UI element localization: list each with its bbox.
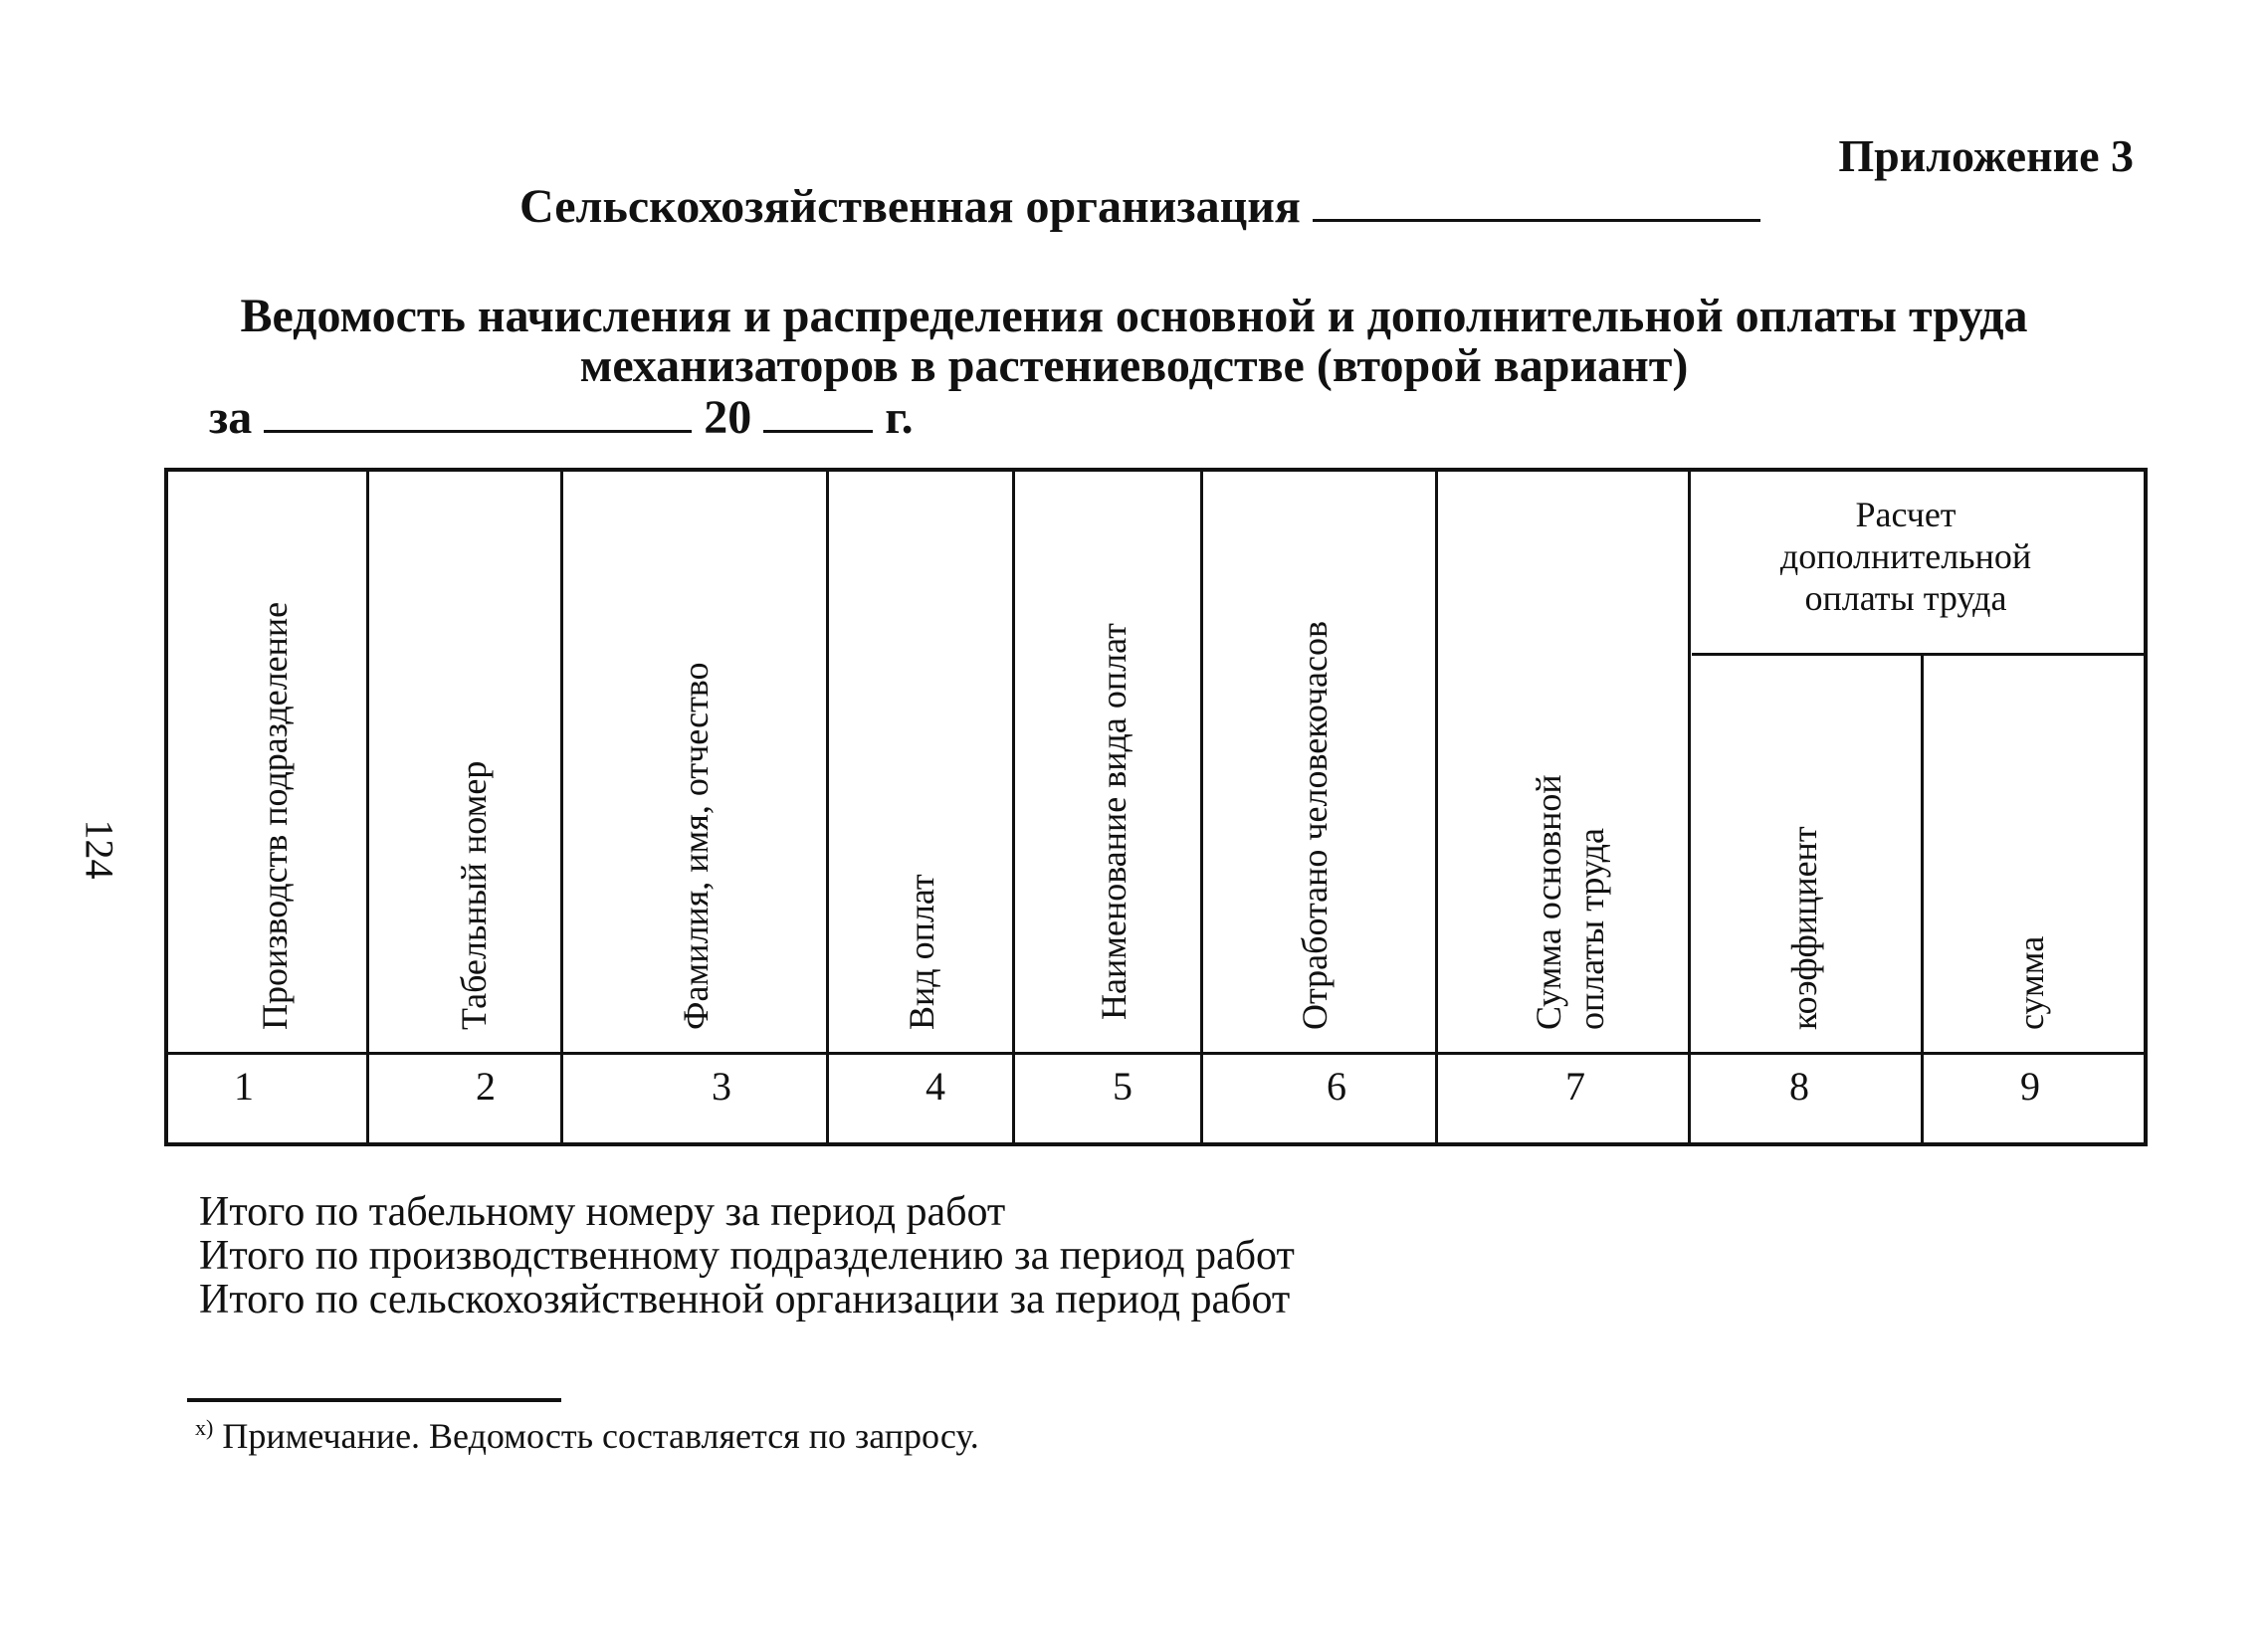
footnote-rule (187, 1398, 561, 1402)
header-full-name: Фамилия, имя, отчество (676, 662, 716, 1030)
column-number-9: 9 (2020, 1064, 2040, 1109)
column-number-8: 8 (1789, 1064, 1809, 1109)
organization-line (519, 179, 1760, 234)
table-top-border (164, 468, 2148, 472)
column-number-1: 1 (234, 1064, 254, 1109)
header-department: Производств подразделение (255, 601, 295, 1030)
column-number-4: 4 (926, 1064, 945, 1109)
col-border-2 (560, 468, 563, 1146)
col-border-6 (1435, 468, 1438, 1146)
page-number: 124 (77, 819, 122, 880)
period-suffix: г. (885, 391, 914, 444)
col-border-0 (164, 468, 168, 1146)
column-number-7: 7 (1565, 1064, 1585, 1109)
total-by-department: Итого по производственному подразделению за период работ (199, 1233, 1295, 1279)
period-line (209, 390, 914, 445)
col-border-5 (1200, 468, 1203, 1146)
table-bottom-border (164, 1142, 2148, 1146)
organization-label: Сельскохозяйственная организация (519, 180, 1301, 233)
appendix-label: Приложение 3 (1838, 130, 2134, 181)
period-year-blank (763, 396, 873, 433)
column-number-3: 3 (712, 1064, 731, 1109)
header-payment-type: Вид оплат (902, 874, 941, 1030)
total-by-organization: Итого по сельскохозяйственной организации за период работ (199, 1277, 1291, 1323)
group-header-line-3: оплаты труда (1804, 578, 2007, 618)
col-border-4 (1012, 468, 1015, 1146)
column-number-2: 2 (476, 1064, 496, 1109)
period-year-prefix: 20 (704, 391, 752, 444)
column-number-5: 5 (1113, 1064, 1133, 1109)
period-month-blank (264, 396, 692, 433)
group-divider (1692, 653, 2148, 656)
footnote-marker: х) (195, 1415, 214, 1440)
col-border-9 (2144, 468, 2148, 1146)
organization-blank (1313, 185, 1760, 222)
header-tab-number: Табельный номер (454, 760, 494, 1030)
col-border-1 (366, 468, 369, 1146)
header-bottom-border (164, 1052, 2148, 1055)
header-coefficient: коэффициент (1784, 826, 1824, 1030)
header-man-hours: Отработано человекочасов (1295, 620, 1335, 1030)
header-sum: сумма (2011, 935, 2051, 1030)
col-border-8 (1921, 653, 1924, 1146)
group-header-line-2: дополнительной (1779, 536, 2032, 576)
group-header-line-1: Расчет (1855, 495, 1957, 534)
title-line-1: Ведомость начисления и распределения основной и дополнительной оплаты труда (240, 290, 2028, 342)
col-border-3 (826, 468, 829, 1146)
column-number-6: 6 (1327, 1064, 1346, 1109)
title-line-2: механизаторов в растениеводстве (второй вариант) (579, 339, 1689, 392)
footnote-text: Примечание. Ведомость составляется по запросу. (222, 1416, 979, 1456)
footnote (195, 1415, 979, 1457)
header-additional-pay-group (1682, 494, 2130, 619)
total-by-tab-number: Итого по табельному номеру за период работ (199, 1189, 1006, 1235)
header-payment-type-name: Наименование вида оплат (1094, 623, 1134, 1020)
header-base-pay-line2: оплаты труда (1571, 828, 1611, 1030)
header-base-pay-line1: Сумма основной (1529, 774, 1568, 1030)
period-prefix: за (209, 391, 253, 444)
totals-block (199, 1190, 1295, 1322)
